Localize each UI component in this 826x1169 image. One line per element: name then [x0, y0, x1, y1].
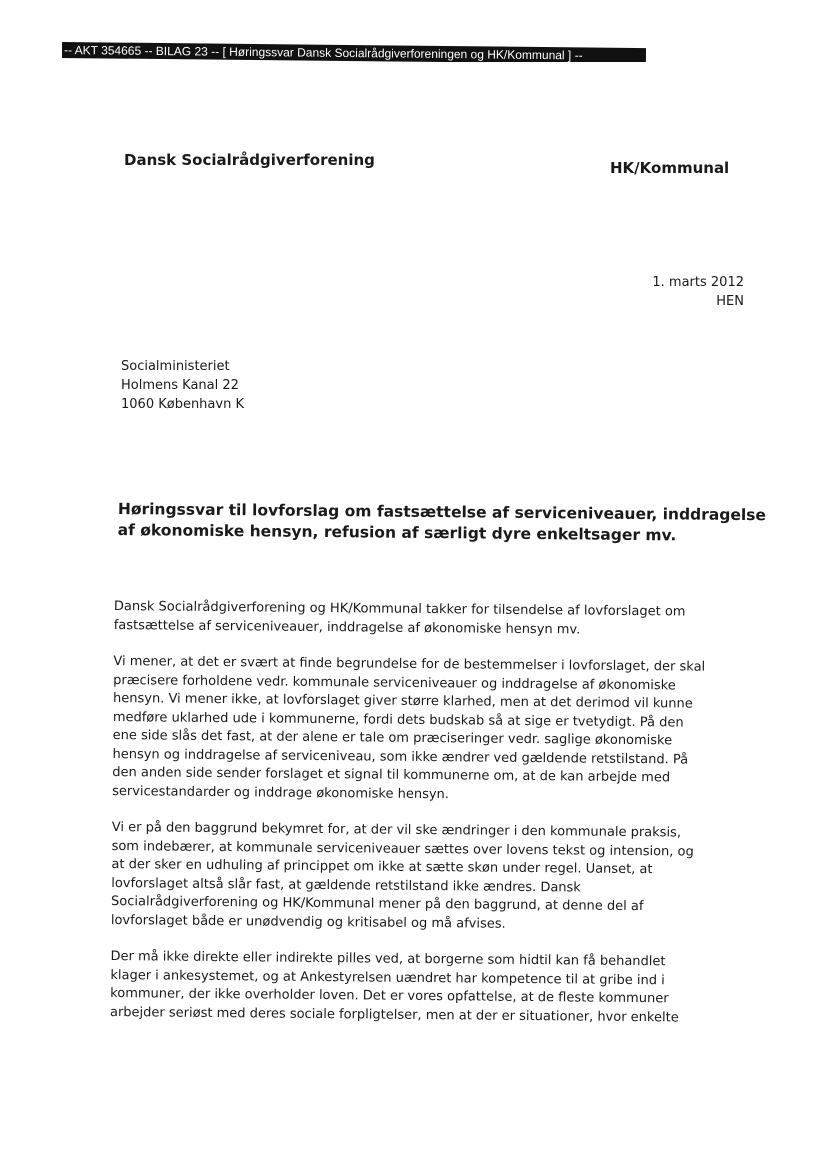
body-line: klager i ankesystemet, og at Ankestyrelsen uændret har kompetence til at gribe ind i	[110, 967, 665, 988]
archive-stamp	[62, 36, 646, 62]
body-line: præcisere forholdene vedr. kommunale serviceniveauer og inddragelse af økonomiske	[113, 672, 676, 693]
date-block	[652, 273, 744, 311]
body-paragraph	[111, 819, 742, 936]
body-line: Der må ikke direkte eller indirekte pilles ved, at borgerne som hidtil kan få behandlet	[110, 948, 666, 970]
body-paragraph	[110, 948, 741, 1028]
co-sender-organization: HK/Kommunal	[610, 159, 730, 177]
recipient-address	[121, 357, 244, 414]
author-initials: HEN	[716, 294, 744, 309]
body-paragraph	[112, 653, 743, 807]
recipient-name: Socialministeriet	[121, 359, 230, 374]
body-line: lovforslaget både er unødvendig og kritisabel og må afvises.	[110, 912, 506, 932]
body-line: kommuner, der ikke overholder loven. Det er vores opfattelse, at de fleste kommuner	[110, 985, 669, 1007]
body-line: medføre uklarhed ude i kommunerne, fordi dets budskab så at sige er tvetydigt. På den	[112, 709, 684, 730]
body-line: ene side slås det fast, at der alene er tale om præciseringer vedr. saglige økonomiske	[112, 727, 673, 749]
recipient-city: 1060 København K	[121, 397, 244, 412]
body-line: fastsættelse af serviceniveauer, inddragelse af økonomiske hensyn mv.	[113, 617, 581, 637]
body-line: Vi mener, at det er svært at finde begrundelse for de bestemmelser i lovforslaget, der skal	[113, 653, 706, 675]
body-line: Socialrådgiverforening og HK/Kommunal mener på den baggrund, at denne del af	[111, 893, 644, 915]
subject-line: Høringssvar til lovforslag om fastsættelse af serviceniveauer, inddragelse	[117, 499, 767, 525]
recipient-street: Holmens Kanal 22	[121, 378, 239, 393]
body-line: at der sker en udhuling af princippet om ikke at sætte skøn under regel. Uanset, at	[111, 856, 653, 878]
letter-body	[110, 598, 744, 1046]
subject-line: af økonomiske hensyn, refusion af særligt dyre enkeltsager mv.	[117, 520, 677, 545]
body-line: servicestandarder og inddrage økonomiske hensyn.	[112, 783, 450, 802]
sender-organization: Dansk Socialrådgiverforening	[124, 151, 375, 169]
body-line: lovforslaget altså slår fast, at gældende retstilstand ikke ændres. Dansk	[111, 875, 581, 895]
body-line: hensyn. Vi mener ikke, at lovforslaget giver større klarhed, men at det derimod vil kunne	[112, 690, 693, 712]
body-line: den anden side sender forslaget et signal til kommunerne om, at de kan arbejde med	[112, 764, 671, 786]
body-line: hensyn og inddragelse af serviceniveau, som ikke ændrer ved gældende retstilstand. På	[112, 746, 689, 768]
letter-subject	[118, 499, 778, 547]
body-line: arbejder seriøst med deres sociale forpligtelser, men at der er situationer, hvor enkelte	[109, 1004, 679, 1025]
letter-date: 1. marts 2012	[652, 275, 744, 290]
body-line: Vi er på den baggrund bekymret for, at der vil ske ændringer i den kommunale praksis,	[111, 819, 682, 841]
archive-stamp-text: -- AKT 354665 -- BILAG 23 -- [ Høringssvar Dansk Socialrådgiverforeningen og HK/Kommunal ] --	[62, 42, 646, 62]
body-line: Dansk Socialrådgiverforening og HK/Kommunal takker for tilsendelse af lovforslaget om	[113, 598, 686, 620]
body-paragraph	[114, 598, 744, 641]
body-line: som indebærer, at kommunale serviceniveauer sættes over lovens tekst og intension, og	[111, 838, 694, 860]
